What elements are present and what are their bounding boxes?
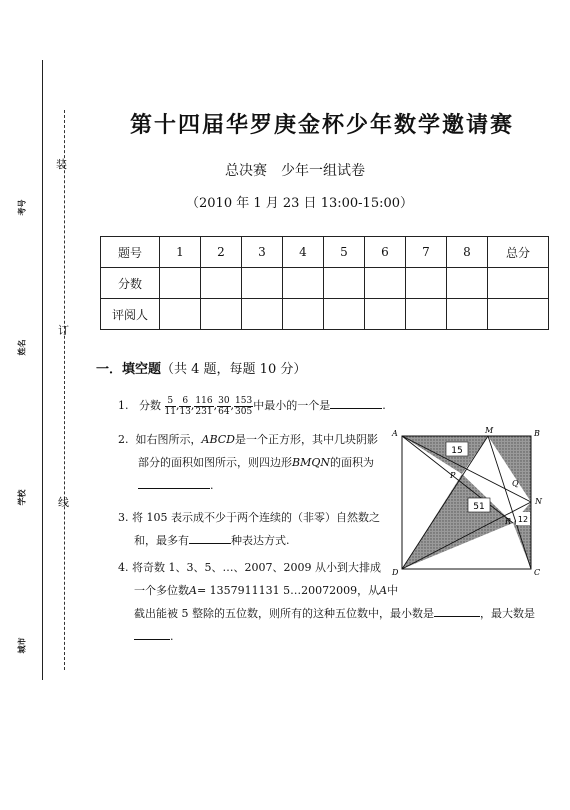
score-cell[interactable] bbox=[447, 268, 488, 299]
side-char-zhuang: 装 bbox=[56, 158, 67, 171]
fraction bbox=[217, 396, 230, 417]
column-header: 3 bbox=[242, 237, 283, 268]
column-header: 4 bbox=[283, 237, 324, 268]
vertex-label-c: C bbox=[534, 568, 541, 577]
vertex-label-a: A bbox=[392, 429, 398, 438]
q1-pre: 分数 bbox=[139, 399, 161, 412]
column-header: 5 bbox=[324, 237, 365, 268]
column-header: 7 bbox=[406, 237, 447, 268]
q3-text: 将 105 表示成不少于两个连续的（非零）自然数之 bbox=[132, 511, 380, 524]
page-title: 第十四届华罗庚金杯少年数学邀请赛 bbox=[130, 112, 515, 138]
row-label: 评阅人 bbox=[101, 299, 160, 330]
question-3 bbox=[118, 506, 380, 552]
question-1: 1. 分数 $\frac{5}{11}$ , $\frac{6}{13}$ , $\frac{116}{231}$ , $\frac{30}{64}$ , $\frac{153}{305}$ 中最小的一个是 . bbox=[118, 395, 386, 417]
column-header: 2 bbox=[201, 237, 242, 268]
grader-cell[interactable] bbox=[365, 299, 406, 330]
denominator: 11 bbox=[164, 406, 176, 417]
grader-cell[interactable] bbox=[488, 299, 549, 330]
area-label-51: 51 bbox=[473, 502, 485, 512]
numerator: 5 bbox=[165, 396, 176, 407]
vertex-label-r: R bbox=[505, 517, 512, 526]
answer-blank[interactable] bbox=[189, 543, 231, 544]
question-number: 4. bbox=[118, 561, 129, 574]
q4-text: 一个多位数 bbox=[134, 584, 189, 597]
q1-post: 中最小的一个是 bbox=[253, 399, 331, 412]
area-label-12: 12 bbox=[517, 515, 529, 524]
column-header: 1 bbox=[160, 237, 201, 268]
q3-text: 种表达方式. bbox=[231, 534, 290, 547]
score-cell[interactable] bbox=[283, 268, 324, 299]
area-label-15: 15 bbox=[451, 446, 463, 456]
page-subtitle: 总决赛 少年一组试卷 bbox=[225, 163, 365, 179]
shaded-region-right bbox=[488, 436, 531, 502]
numerator: 116 bbox=[195, 395, 213, 406]
question-number: 3. bbox=[118, 511, 129, 524]
fraction bbox=[234, 396, 253, 417]
section-heading bbox=[96, 358, 306, 377]
fraction bbox=[165, 396, 176, 417]
geometry-figure bbox=[388, 424, 552, 580]
grader-cell[interactable] bbox=[242, 299, 283, 330]
denominator: 13 bbox=[179, 406, 191, 417]
side-char-xian: 线 bbox=[58, 496, 69, 509]
vertex-label-b: B bbox=[534, 429, 540, 438]
score-cell[interactable] bbox=[160, 268, 201, 299]
label-xuexiao: 学校 bbox=[17, 489, 27, 506]
answer-blank[interactable] bbox=[138, 488, 210, 489]
vertex-label-d: D bbox=[392, 568, 399, 577]
score-table bbox=[100, 236, 549, 330]
fraction bbox=[194, 396, 213, 417]
shaded-region-top bbox=[402, 436, 488, 474]
score-cell[interactable] bbox=[365, 268, 406, 299]
exam-date: （2010 年 1 月 23 日 13:00-15:00） bbox=[186, 196, 414, 211]
column-header: 6 bbox=[365, 237, 406, 268]
score-cell[interactable] bbox=[406, 268, 447, 299]
binding-dashed-line bbox=[64, 110, 65, 670]
section-title: 一．填空题 bbox=[96, 362, 162, 377]
grader-cell[interactable] bbox=[160, 299, 201, 330]
q4-var: A bbox=[379, 584, 388, 597]
score-cell[interactable] bbox=[324, 268, 365, 299]
numerator: 6 bbox=[179, 396, 190, 407]
score-cell[interactable] bbox=[201, 268, 242, 299]
binding-line-left bbox=[42, 60, 43, 680]
grader-cell[interactable] bbox=[324, 299, 365, 330]
answer-blank[interactable] bbox=[134, 639, 170, 640]
table-row bbox=[101, 299, 549, 330]
row-label: 题号 bbox=[101, 237, 160, 268]
q4-text: 截出能被 5 整除的五位数，则所有的这种五位数中，最小数是 bbox=[134, 607, 434, 620]
denominator: 231 bbox=[195, 406, 213, 417]
column-header: 8 bbox=[447, 237, 488, 268]
vertex-label-n: N bbox=[535, 497, 542, 506]
label-xingming: 姓名 bbox=[17, 339, 27, 356]
label-chengshi: 城市 bbox=[17, 637, 27, 654]
q4-var: A bbox=[189, 584, 197, 597]
label-kaohao: 考号 bbox=[17, 199, 27, 216]
q2-var: BMQN bbox=[292, 456, 330, 469]
q2-text: 部分的面积如图所示，则四边形 bbox=[138, 456, 292, 469]
shaded-region-center bbox=[402, 474, 513, 569]
score-cell[interactable] bbox=[488, 268, 549, 299]
q4-text: 将奇数 1、3、5、…、2007、2009 从小到大排成 bbox=[132, 561, 381, 574]
question-2: 2. 如右图所示，ABCD是一个正方形，其中几块阴影 部分的面积如图所示，则四边形BMQN的面积为 . bbox=[118, 433, 378, 492]
q3-text: 和，最多有 bbox=[134, 534, 189, 547]
q2-text: 的面积为 bbox=[330, 456, 374, 469]
table-row bbox=[101, 268, 549, 299]
denominator: 64 bbox=[218, 406, 230, 417]
question-4: 4. 将奇数 1、3、5、…、2007、2009 从小到大排成 一个多位数A= 1357911131 5…20072009，从A中 截出能被 5 整除的五位数，则所有的这种五位数中，最小数是 ，最大数是 . bbox=[118, 561, 535, 643]
q2-text: 如右图所示， bbox=[135, 433, 202, 446]
grader-cell[interactable] bbox=[447, 299, 488, 330]
side-char-ding: 订 bbox=[58, 324, 69, 337]
row-label: 分数 bbox=[101, 268, 160, 299]
q2-var: ABCD bbox=[201, 433, 235, 446]
question-number: 1. bbox=[118, 399, 129, 412]
score-cell[interactable] bbox=[242, 268, 283, 299]
q2-text: 是一个正方形，其中几块阴影 bbox=[234, 433, 378, 446]
denominator: 305 bbox=[235, 406, 253, 417]
vertex-label-p: P bbox=[450, 471, 456, 480]
grader-cell[interactable] bbox=[406, 299, 447, 330]
answer-blank[interactable] bbox=[434, 616, 480, 617]
section-note: （共 4 题，每题 10 分） bbox=[161, 362, 307, 377]
answer-blank[interactable] bbox=[330, 408, 382, 409]
vertex-label-m: M bbox=[485, 426, 494, 435]
vertex-label-q: Q bbox=[512, 479, 519, 488]
question-number: 2. bbox=[118, 433, 129, 446]
column-header: 总分 bbox=[488, 237, 549, 268]
fraction bbox=[179, 396, 190, 417]
grader-cell[interactable] bbox=[201, 299, 242, 330]
q4-text: = 1357911131 5…20072009，从 bbox=[196, 584, 380, 597]
q4-text: 中 bbox=[387, 584, 399, 597]
numerator: 153 bbox=[235, 395, 253, 406]
table-row bbox=[101, 237, 549, 268]
grader-cell[interactable] bbox=[283, 299, 324, 330]
q4-text: ，最大数是 bbox=[480, 607, 535, 620]
numerator: 30 bbox=[218, 395, 230, 406]
